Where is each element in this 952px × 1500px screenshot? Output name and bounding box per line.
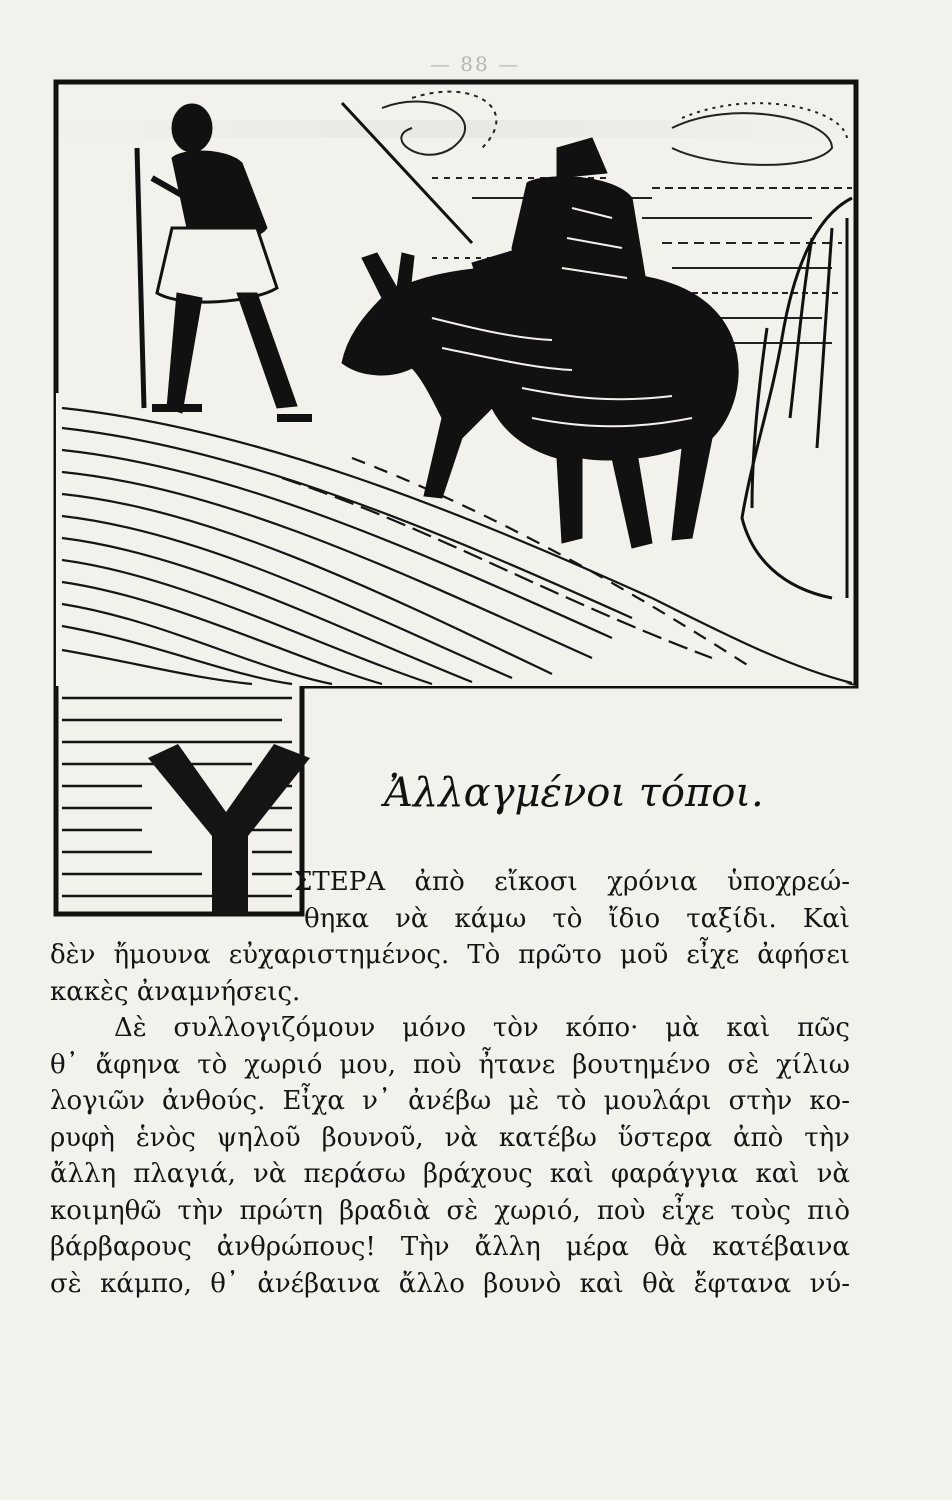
text-line: σὲ κάμπο, θ᾽ ἀνέβαινα ἄλλο βουνὸ καὶ θὰ ἔφτανα νύ- [50,1268,850,1299]
text-line: δὲν ἤμουνα εὐχαριστημένος. Τὸ πρῶτο μοῦ εἶχε ἀφήσει [50,940,850,970]
body-text [50,864,850,1302]
text-line: κοιμηθῶ τὴν πρώτη βραδιὰ σὲ χωριό, ποὺ εἶχε τοὺς πιὸ [50,1195,850,1226]
text-line: ΣΤΕΡΑ ἀπὸ εἴκοσι χρόνια ὑποχρεώ- [294,867,850,897]
page-number: — 88 — [429,52,521,76]
chapter-title: Ἀλλαγμένοι τόποι. [384,770,764,816]
text-line: ρυφὴ ἑνὸς ψηλοῦ βουνοῦ, νὰ κατέβω ὕστερα ἀπὸ τὴν [50,1122,850,1153]
text-line: ἄλλη πλαγιά, νὰ περάσω βράχους καὶ φαράγγια καὶ νὰ [50,1159,850,1189]
text-line: κακὲς ἀναμνήσεις. [50,976,301,1007]
text-line: Δὲ συλλογιζόμουν μόνο τὸν κόπο· μὰ καὶ πῶς [114,1013,850,1043]
text-line: βάρβαρους ἀνθρώπους! Τὴν ἄλλη μέρα θὰ κατέβαινα [50,1232,850,1262]
text-line: θ᾽ ἄφηνα τὸ χωριό μου, ποὺ ἦτανε βουτημένο σὲ χίλιω [50,1049,850,1080]
text-line: λογιῶν ἀνθούς. Εἶχα ν᾽ ἀνέβω μὲ τὸ μουλάρι στὴν κο- [50,1086,850,1116]
text-line: θηκα νὰ κάμω τὸ ἴδιο ταξίδι. Καὶ [304,903,850,934]
